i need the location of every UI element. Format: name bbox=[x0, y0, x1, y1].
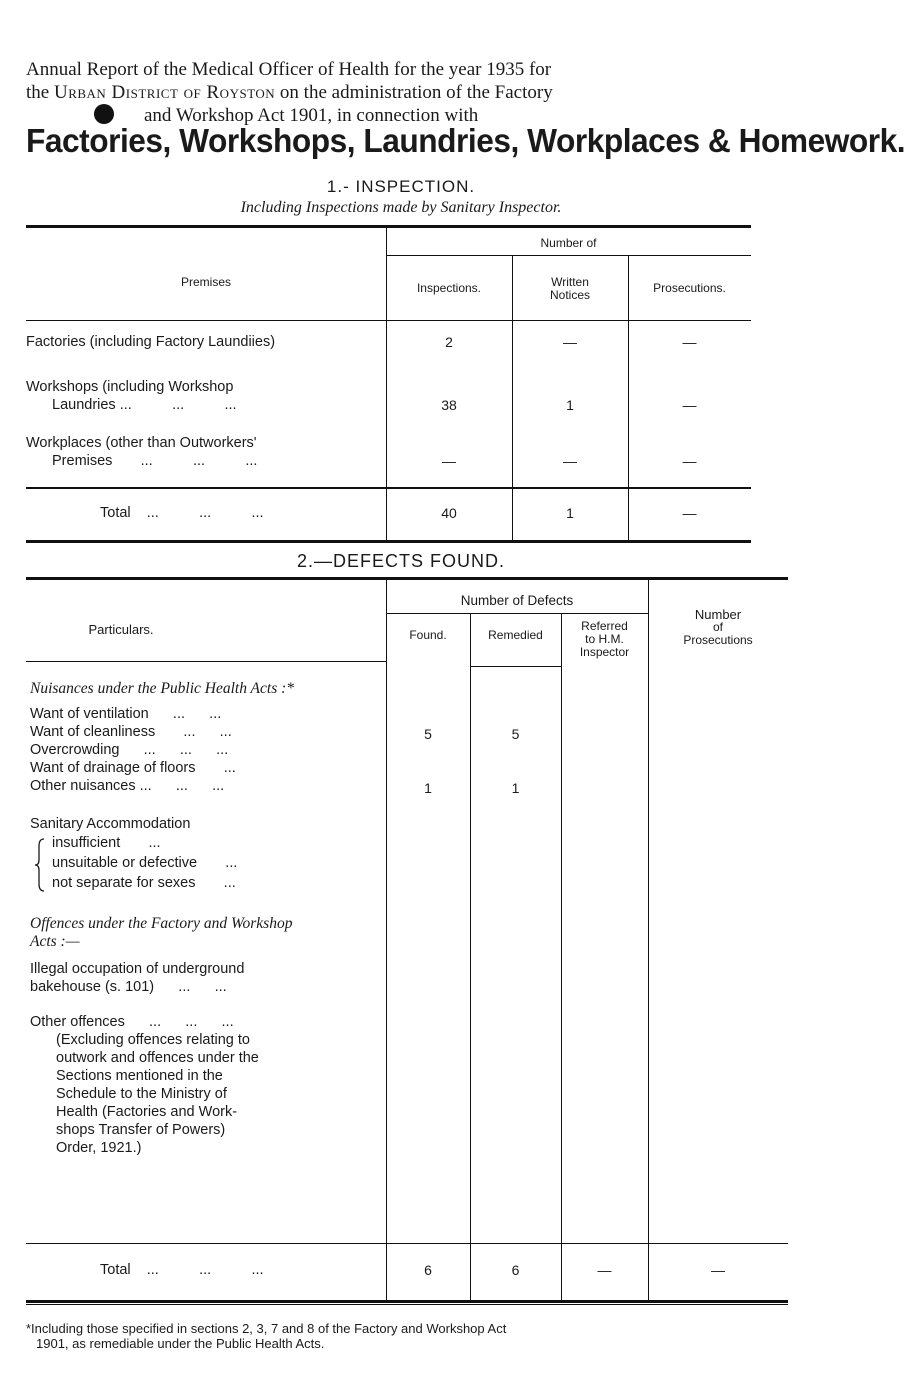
header-referred: Referred to H.M. Inspector bbox=[579, 619, 630, 659]
table-row: Workplaces (other than Outworkers' Premises ... ... ... — — — bbox=[26, 435, 697, 469]
page-headline: Factories, Workshops, Laundries, Workplaces & Homework. bbox=[26, 122, 905, 159]
intro-line-3: and Workshop Act 1901, in connection with bbox=[26, 104, 778, 127]
intro-line-2: the Urban District of Royston on the administration of the Factory bbox=[26, 82, 553, 103]
total-row: Total ... ... ... 40 1 — bbox=[100, 505, 697, 521]
bullet-mark bbox=[94, 104, 114, 124]
header-inspections: Inspections. bbox=[416, 281, 482, 295]
header-found: Found. bbox=[409, 628, 447, 642]
section-1-subtitle: Including Inspections made by Sanitary Inspector. bbox=[240, 199, 562, 216]
footnote: *Including those specified in sections 2, 3, 7 and 8 of the Factory and Workshop Act 1901, as remediable under the Public Health Acts. bbox=[26, 1321, 507, 1351]
header-particulars: Particulars. bbox=[88, 622, 154, 637]
intro-line-1: Annual Report of the Medical Officer of Health for the year 1935 for bbox=[26, 59, 552, 80]
header-premises: Premises bbox=[180, 275, 231, 289]
section-2-title: 2.—DEFECTS FOUND. bbox=[296, 551, 505, 571]
header-number-of: Number of bbox=[540, 236, 597, 250]
header-number-of-prosecutions: Number of Prosecutions bbox=[683, 607, 753, 647]
district-name: Urban District of Royston bbox=[53, 82, 276, 103]
header-prosecutions: Prosecutions. bbox=[653, 281, 726, 295]
table-row: Workshops (including Workshop Laundries ... ... ... 38 1 — bbox=[26, 379, 697, 413]
header-number-of-defects: Number of Defects bbox=[460, 593, 574, 608]
header-remedied: Remedied bbox=[488, 628, 543, 642]
header-written-notices: Written Notices bbox=[549, 275, 590, 302]
table-row: Factories (including Factory Laundiies) 2 — — bbox=[26, 334, 697, 350]
intro-text bbox=[26, 58, 778, 127]
section-1-title: 1.- INSPECTION. bbox=[326, 177, 476, 196]
brace-mark bbox=[34, 838, 46, 892]
